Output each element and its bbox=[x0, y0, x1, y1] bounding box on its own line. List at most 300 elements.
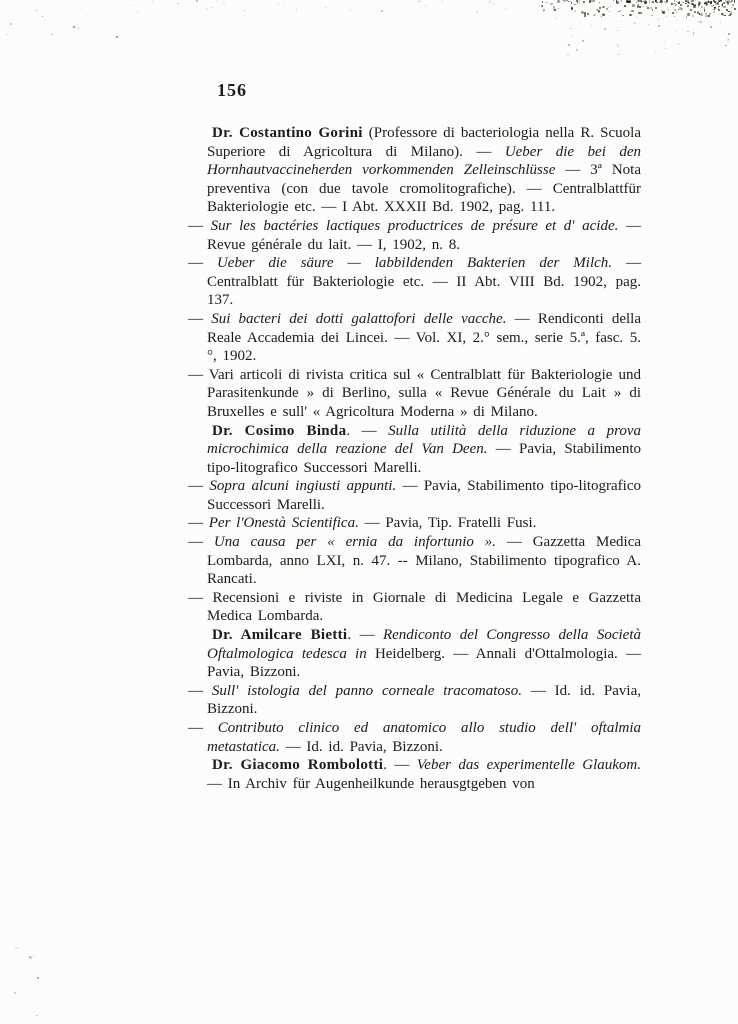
scan-speck bbox=[617, 30, 618, 31]
scan-speck bbox=[574, 4, 575, 5]
text-run: — bbox=[188, 682, 212, 699]
text-run: Per l'Onestà Scientifica. bbox=[208, 515, 359, 532]
bibliography-list bbox=[188, 124, 642, 793]
scan-speck bbox=[538, 3, 539, 4]
text-run: . — bbox=[383, 757, 417, 774]
scan-speck bbox=[642, 6, 644, 8]
text-run: Dr. Giacomo Rombolotti bbox=[212, 757, 384, 774]
scan-speck bbox=[616, 0, 617, 1]
scan-speck bbox=[564, 1, 565, 2]
text-run: — Id. id. Pavia, Bizzoni. bbox=[279, 738, 443, 755]
scan-speck bbox=[632, 4, 635, 7]
scan-speck bbox=[629, 0, 630, 1]
scan-speck bbox=[505, 8, 506, 9]
scan-speck bbox=[672, 12, 674, 14]
scan-speck bbox=[652, 1, 654, 3]
scan-speck bbox=[704, 7, 706, 9]
scan-speck bbox=[707, 1, 709, 3]
scan-speck bbox=[693, 34, 695, 36]
scan-speck bbox=[705, 13, 706, 14]
scan-speck bbox=[720, 22, 721, 23]
scan-speck bbox=[718, 9, 720, 11]
scan-speck bbox=[639, 6, 640, 7]
scan-speck bbox=[542, 1, 544, 3]
scan-speck bbox=[81, 9, 82, 10]
scan-speck bbox=[603, 14, 604, 15]
text-run: — bbox=[188, 720, 218, 736]
scan-speck bbox=[687, 5, 689, 7]
scan-speck bbox=[621, 21, 622, 22]
scan-speck bbox=[710, 3, 711, 4]
scan-speck bbox=[675, 5, 676, 6]
scan-speck bbox=[719, 1, 720, 2]
scan-speck bbox=[685, 3, 687, 5]
scan-speck bbox=[682, 2, 683, 3]
scan-speck bbox=[633, 22, 635, 24]
scan-speck bbox=[572, 35, 573, 36]
scan-speck bbox=[705, 14, 706, 15]
scan-speck bbox=[571, 2, 572, 3]
scan-speck bbox=[691, 0, 693, 2]
scan-speck bbox=[729, 1, 731, 3]
text-run: . — bbox=[346, 422, 389, 439]
text-run: Sui bacteri dei dotti galattofori delle vacche. bbox=[211, 310, 507, 327]
scan-speck bbox=[576, 49, 578, 51]
text-run: Dr. Amilcare Bietti bbox=[212, 627, 348, 644]
scan-speck bbox=[721, 13, 723, 15]
scan-speck bbox=[639, 6, 641, 8]
scan-speck bbox=[656, 2, 657, 3]
scan-speck bbox=[710, 26, 712, 28]
scan-speck bbox=[211, 7, 212, 8]
scan-speck bbox=[713, 5, 714, 6]
scan-speck bbox=[571, 7, 573, 9]
scan-speck bbox=[693, 5, 695, 7]
scan-speck bbox=[640, 0, 642, 2]
scan-speck bbox=[543, 9, 545, 11]
scan-speck bbox=[714, 7, 716, 9]
scan-speck bbox=[666, 0, 669, 3]
scan-speck bbox=[727, 2, 729, 4]
scan-speck bbox=[692, 15, 694, 17]
text-run: — Pavia, Stabilimento tipo-litografico Successori Marelli. bbox=[207, 478, 642, 513]
scan-speck bbox=[732, 4, 734, 6]
text-run: Rendiconto del Congresso della Società Oftalmologica tedesca in bbox=[207, 627, 641, 662]
scan-speck bbox=[701, 6, 703, 8]
scan-speck bbox=[576, 0, 578, 2]
scan-speck bbox=[674, 9, 676, 11]
scan-speck bbox=[196, 0, 198, 2]
scan-speck bbox=[557, 0, 560, 3]
scan-speck bbox=[671, 3, 673, 5]
bib-entry-author bbox=[207, 756, 641, 793]
scan-speck bbox=[713, 1, 714, 2]
scan-speck bbox=[700, 21, 702, 23]
scan-speck bbox=[570, 1, 571, 2]
scan-speck bbox=[29, 956, 30, 957]
scan-speck bbox=[708, 0, 710, 2]
scan-speck bbox=[42, 16, 43, 17]
scan-speck bbox=[661, 0, 663, 2]
text-run: — bbox=[188, 478, 210, 495]
scan-speck bbox=[618, 11, 619, 12]
scan-speck bbox=[10, 23, 12, 25]
scan-speck bbox=[624, 5, 626, 7]
text-run: Sopra alcuni ingiusti appunti. bbox=[209, 478, 397, 495]
scan-speck bbox=[563, 0, 564, 1]
scan-speck bbox=[650, 7, 652, 9]
scan-speck bbox=[678, 43, 680, 45]
scan-speck bbox=[631, 10, 633, 12]
scan-speck bbox=[244, 10, 245, 11]
scan-speck bbox=[708, 1, 710, 3]
scan-speck bbox=[726, 9, 728, 11]
scan-speck bbox=[618, 46, 619, 47]
scan-speck bbox=[710, 1, 713, 4]
scan-speck bbox=[578, 0, 580, 2]
scan-speck bbox=[296, 9, 297, 10]
scan-speck bbox=[713, 11, 715, 13]
scan-speck bbox=[665, 2, 666, 3]
scan-speck bbox=[660, 0, 663, 3]
scan-speck bbox=[722, 3, 723, 4]
scan-speck bbox=[604, 28, 606, 30]
scan-speck bbox=[116, 36, 118, 38]
scan-speck bbox=[149, 8, 150, 9]
scan-speck bbox=[649, 0, 650, 1]
scan-speck bbox=[728, 33, 729, 34]
scan-speck bbox=[722, 13, 725, 16]
scan-speck bbox=[616, 3, 617, 4]
scan-speck bbox=[442, 1, 443, 2]
scan-speck bbox=[714, 1, 716, 3]
scan-speck bbox=[661, 10, 663, 12]
scan-speck bbox=[699, 13, 701, 15]
scan-speck bbox=[577, 1, 578, 2]
scan-speck bbox=[613, 0, 614, 1]
scan-speck bbox=[637, 6, 638, 7]
text-run: — Revue générale du lait. — I, 1902, n. 8. bbox=[207, 217, 642, 253]
bib-entry-item bbox=[188, 366, 641, 422]
scan-speck bbox=[379, 2, 380, 3]
scan-speck bbox=[609, 11, 610, 12]
scan-speck bbox=[699, 2, 701, 4]
scan-speck bbox=[728, 15, 730, 17]
scan-speck bbox=[664, 1, 665, 2]
scan-speck bbox=[571, 6, 572, 7]
scan-speck bbox=[137, 11, 138, 12]
scan-speck bbox=[628, 1, 630, 3]
scan-speck bbox=[568, 44, 570, 46]
scan-speck bbox=[715, 2, 718, 5]
bib-entry-author bbox=[207, 422, 641, 478]
text-run: Una causa per « ernia da infortunio ». bbox=[213, 534, 497, 551]
scan-speck bbox=[668, 9, 669, 10]
scan-speck bbox=[709, 13, 711, 15]
text-run: — Vari articoli di rivista critica sul « Centralblatt für Bakteriologie und Parasitenkunde » di Berlino, sulla « Revue Générale du Lait » di Bruxelles e sull' « Agricoltura Moderna » di Milano. bbox=[188, 366, 641, 420]
text-run: — Pavia, Stabilimento tipo-litografico Successori Marelli. bbox=[207, 441, 641, 476]
scan-speck bbox=[687, 13, 690, 16]
scan-speck bbox=[685, 0, 687, 2]
scan-speck bbox=[51, 34, 53, 36]
text-run: . — bbox=[347, 627, 383, 644]
scan-speck bbox=[583, 1, 585, 3]
scan-speck bbox=[73, 26, 75, 28]
text-run: — Id. id. Pavia, Bizzoni. bbox=[207, 682, 642, 718]
scan-speck bbox=[704, 3, 706, 5]
scan-speck bbox=[425, 5, 426, 6]
scan-speck bbox=[717, 2, 718, 3]
scan-speck bbox=[567, 54, 569, 56]
text-run: — bbox=[188, 515, 209, 532]
scan-speck bbox=[555, 18, 556, 19]
scan-speck bbox=[18, 15, 19, 16]
scan-speck bbox=[721, 4, 724, 7]
scan-speck bbox=[655, 52, 656, 53]
scan-speck bbox=[602, 14, 603, 15]
text-run: Sur les bactéries lactiques productrices de présure et d' acide. bbox=[210, 217, 619, 234]
scan-speck bbox=[558, 8, 559, 9]
scan-speck bbox=[617, 44, 618, 45]
scan-speck bbox=[718, 0, 720, 2]
scan-speck bbox=[661, 3, 662, 4]
text-run: — Pavia, Tip. Fratelli Fusi. bbox=[358, 515, 537, 532]
scan-speck bbox=[693, 32, 695, 34]
scan-speck bbox=[721, 0, 722, 1]
scan-speck bbox=[693, 4, 694, 5]
scan-speck bbox=[594, 21, 595, 22]
scan-speck bbox=[708, 15, 710, 17]
scan-speck bbox=[541, 5, 543, 7]
scan-speck bbox=[638, 0, 640, 2]
bib-entry-author bbox=[207, 124, 641, 217]
scan-speck bbox=[632, 14, 633, 15]
scan-speck bbox=[37, 977, 39, 979]
scan-speck bbox=[659, 1, 661, 3]
scan-speck bbox=[681, 8, 683, 10]
scan-speck bbox=[648, 24, 649, 25]
bib-entry-item bbox=[188, 217, 642, 254]
scan-speck bbox=[584, 15, 585, 16]
scan-speck bbox=[646, 6, 647, 7]
scan-speck bbox=[679, 7, 682, 10]
scan-speck bbox=[728, 11, 730, 13]
scan-speck bbox=[546, 2, 547, 3]
scan-speck bbox=[644, 1, 647, 4]
scan-speck bbox=[729, 14, 731, 16]
scan-speck bbox=[731, 0, 733, 2]
scan-speck bbox=[651, 15, 652, 16]
scan-speck bbox=[608, 7, 609, 8]
scan-speck bbox=[698, 1, 700, 3]
scan-speck bbox=[643, 0, 645, 2]
scan-speck bbox=[489, 1, 491, 3]
scan-speck bbox=[678, 2, 680, 4]
text-run: — bbox=[188, 310, 212, 327]
scan-speck bbox=[566, 0, 567, 1]
text-run: Heidelberg. — Annali d'Ottalmologia. — Pavia, Bizzoni. bbox=[207, 645, 642, 681]
scan-speck bbox=[17, 947, 18, 948]
scan-speck bbox=[725, 45, 727, 47]
bib-entry-item bbox=[188, 719, 642, 756]
scan-speck bbox=[550, 3, 552, 5]
bib-entry-item bbox=[188, 514, 641, 533]
scan-speck bbox=[640, 0, 642, 2]
scan-speck bbox=[688, 2, 691, 5]
text-run: (Professore di bacteriologia nella R. Scuola Superiore di Agricoltura di Milano). — bbox=[207, 125, 641, 160]
scan-speck bbox=[718, 7, 720, 9]
scan-speck bbox=[638, 12, 640, 14]
scan-speck bbox=[628, 1, 630, 3]
bib-entry-item bbox=[188, 533, 642, 589]
scan-speck bbox=[152, 1, 153, 2]
scan-speck bbox=[553, 6, 555, 8]
scan-speck bbox=[636, 2, 637, 3]
scan-speck bbox=[78, 28, 79, 29]
scan-speck bbox=[706, 3, 708, 5]
scan-speck bbox=[697, 11, 699, 13]
scan-speck bbox=[698, 21, 699, 22]
text-run: Ueber die säure — labbildenden Bakterien der Milch. bbox=[216, 255, 613, 272]
scan-speck bbox=[593, 14, 595, 16]
scan-speck bbox=[629, 14, 632, 17]
scan-speck bbox=[325, 7, 326, 8]
bib-entry-item bbox=[188, 477, 642, 514]
scan-speck bbox=[621, 0, 623, 2]
scan-speck bbox=[731, 0, 732, 1]
bib-entry-item bbox=[188, 310, 641, 366]
scan-speck bbox=[724, 15, 725, 16]
scan-speck bbox=[687, 31, 688, 32]
scan-speck bbox=[598, 11, 600, 13]
scan-speck bbox=[674, 0, 676, 2]
scan-speck bbox=[676, 4, 678, 6]
scan-speck bbox=[727, 39, 729, 41]
text-run: — Gazzetta Medica Lombarda, anno LXI, n. 47. -- Milano, Stabilimento tipografico A. Rancati. bbox=[207, 534, 642, 588]
scan-speck bbox=[677, 2, 680, 5]
text-run: Veber das experimentelle Glaukom. bbox=[416, 757, 641, 774]
scan-speck bbox=[15, 947, 17, 949]
scan-speck bbox=[678, 9, 679, 10]
page-number: 156 bbox=[217, 80, 247, 100]
scan-speck bbox=[626, 0, 629, 3]
scan-speck bbox=[637, 5, 639, 7]
scan-speck bbox=[698, 4, 699, 5]
scan-speck bbox=[723, 2, 725, 4]
scan-speck bbox=[31, 957, 33, 959]
scan-speck bbox=[647, 7, 649, 9]
scan-speck bbox=[676, 1, 677, 2]
text-run: Dr. Cosimo Binda bbox=[212, 422, 347, 439]
scan-speck bbox=[570, 28, 571, 29]
scan-speck bbox=[713, 9, 715, 11]
scan-speck bbox=[584, 12, 586, 14]
scan-speck bbox=[606, 8, 608, 10]
scan-speck bbox=[674, 16, 676, 18]
scan-speck bbox=[658, 25, 659, 26]
scan-speck bbox=[655, 7, 657, 9]
scan-speck bbox=[133, 5, 134, 6]
scan-speck bbox=[726, 1, 728, 3]
scan-speck bbox=[734, 8, 736, 10]
scan-speck bbox=[350, 10, 351, 11]
text-run: Sull' istologia del panno corneale tracomatoso. bbox=[211, 682, 523, 699]
scan-speck bbox=[713, 7, 715, 9]
scan-speck bbox=[284, 2, 285, 3]
scan-speck bbox=[599, 2, 600, 3]
scan-speck bbox=[642, 1, 643, 2]
scan-speck bbox=[578, 37, 579, 38]
scan-speck bbox=[579, 3, 580, 4]
scan-speck bbox=[717, 2, 720, 5]
text-run: Dr. Costantino Gorini bbox=[212, 125, 363, 141]
scan-speck bbox=[680, 5, 681, 6]
scan-speck bbox=[177, 3, 178, 4]
bib-entry-author bbox=[207, 626, 641, 682]
scan-speck bbox=[655, 1, 656, 2]
scan-speck bbox=[694, 4, 696, 6]
scan-speck bbox=[730, 11, 732, 13]
scan-speck bbox=[596, 9, 598, 11]
scan-speck bbox=[651, 2, 652, 3]
scan-speck bbox=[493, 3, 494, 4]
scan-speck bbox=[568, 1, 569, 2]
scan-speck bbox=[678, 2, 680, 4]
scan-speck bbox=[679, 1, 680, 2]
scan-speck bbox=[36, 10, 37, 11]
text-run: — 3ª Nota preventiva (con due tavole cromolitografiche). — Centralblattfür Bakteriologie etc. — I Abt. XXXII Bd. 1902, pag. 111. bbox=[207, 162, 641, 216]
scan-speck bbox=[718, 6, 719, 7]
scan-speck bbox=[673, 3, 676, 6]
scan-speck bbox=[587, 13, 589, 15]
scan-speck bbox=[690, 9, 693, 12]
scan-speck bbox=[655, 0, 656, 1]
scan-speck bbox=[710, 2, 712, 4]
scan-speck bbox=[676, 12, 677, 13]
scan-speck bbox=[706, 5, 707, 6]
text-run: — bbox=[188, 217, 211, 234]
scan-speck bbox=[620, 10, 621, 11]
scan-speck bbox=[691, 3, 694, 6]
scan-speck bbox=[698, 3, 701, 6]
scan-speck bbox=[137, 2, 138, 3]
scan-speck bbox=[641, 1, 643, 3]
scan-speck bbox=[664, 12, 665, 13]
scan-speck bbox=[602, 13, 605, 16]
scan-speck bbox=[14, 992, 16, 994]
scan-speck bbox=[698, 7, 699, 8]
scan-speck bbox=[554, 9, 556, 11]
scan-speck bbox=[666, 16, 667, 17]
scan-speck bbox=[660, 0, 662, 2]
scan-speck bbox=[705, 15, 707, 17]
scan-speck bbox=[564, 0, 566, 2]
scan-speck bbox=[575, 10, 577, 12]
scan-speck bbox=[599, 7, 601, 9]
scan-speck bbox=[666, 0, 668, 2]
scan-speck bbox=[700, 13, 703, 16]
scan-speck bbox=[722, 4, 724, 6]
scan-speck bbox=[637, 0, 639, 2]
text-run: — bbox=[188, 255, 217, 272]
scan-speck bbox=[704, 2, 707, 5]
scan-speck bbox=[17, 948, 18, 949]
scan-speck bbox=[602, 6, 604, 8]
scan-speck bbox=[730, 13, 732, 15]
scan-speck bbox=[579, 21, 581, 23]
scan-speck bbox=[216, 1, 217, 2]
scan-speck bbox=[671, 3, 673, 5]
